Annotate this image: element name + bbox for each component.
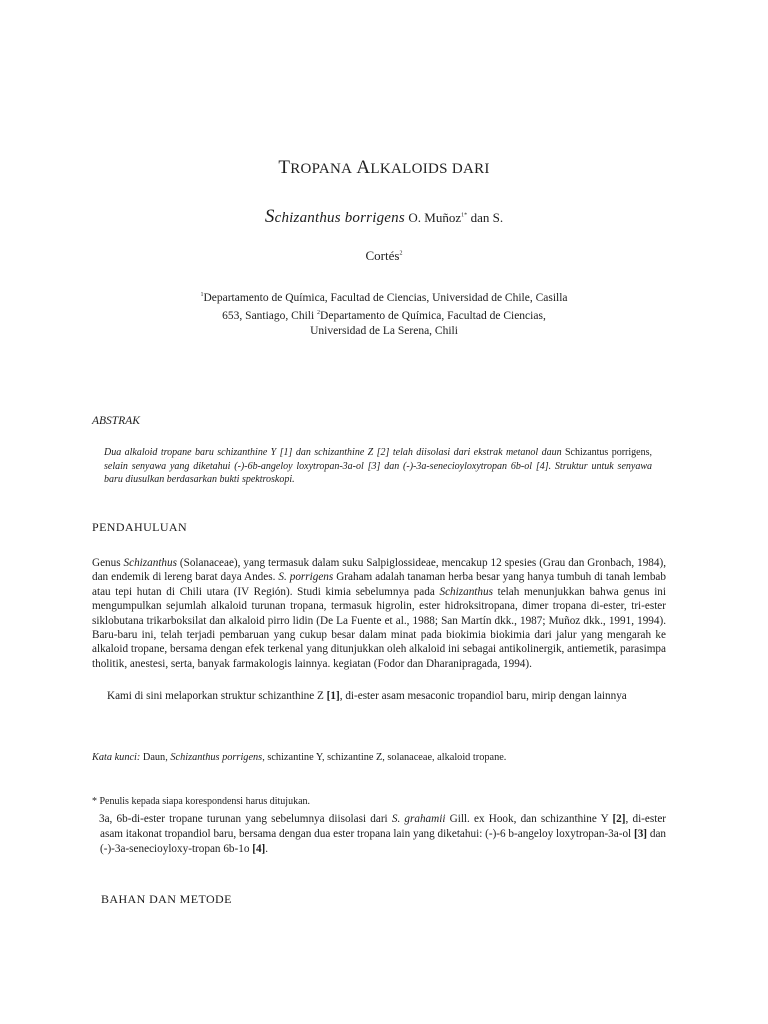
author-1-superscript: 1*: [461, 212, 468, 219]
section-heading-pendahuluan: PENDAHULUAN: [92, 520, 188, 534]
affiliation-block: [0, 288, 768, 339]
intro-run: S. porrigens: [278, 571, 334, 584]
intro-paragraph-2: Kami di sini melaporkan struktur schizanthine Z [1], di-ester asam mesaconic tropandiol baru, mirip dengan lainnya: [107, 690, 627, 702]
correspondence-footnote: * Penulis kepada siapa korespondensi harus ditujukan.: [92, 796, 311, 807]
section-heading-bahan-dan-metode: BAHAN DAN METODE: [101, 892, 232, 906]
intro-run: Graham adalah tanaman herba besar yang hanya tumbuh di tanah lembab atau tepi hutan di Chili utara (IV Región). Studi kimia sebelumnya pada: [92, 571, 666, 598]
author-2: Cortés$^2$: [365, 248, 403, 263]
author-line: [0, 206, 768, 228]
intro-run: Schizanthus: [439, 585, 493, 598]
keywords: Kata kunci: Daun, Schizanthus porrigens, schizantine Y, schizantine Z, solanaceae, alkaloid tropane.: [92, 752, 507, 763]
intro-run: (Solanaceae), yang termasuk dalam suku Salpiglossideae, mencakup 12 spesies (Grau dan Gronbach, 1984), dan endemik di lereng barat daya Andes.: [92, 557, 666, 584]
affiliation-line-2: 653, Santiago, Chili $^2$Departamento de Química, Facultad de Ciencias,: [222, 309, 546, 322]
intro-run: Schizanthus: [123, 557, 177, 569]
intro-paragraph-1: [92, 556, 666, 671]
intro-run: Genus: [92, 557, 124, 569]
continued-text: 3a, 6b-di-ester tropane turunan yang sebelumnya diisolasi dari S. grahamii Gill. ex Hook, dan schizanthine Y [2], di-ester asam itakonat tropandiol baru, bersama dengan dua ester tropana lain yang diketahui: (-)-6 b-angeloy loxytropan-3a-ol [3] dan (-)-3a-senecioyloxy-tropan 6b-1o [4].: [99, 813, 667, 855]
intro-run: telah menunjukkan bahwa genus ini mengumpulkan sejumlah alkaloid turunan tropana, termasuk higrolin, ester hidroksitropana, dimer tropana di-ester, tri-ester siklobutana trikarboksilat dan alkaloid pirro lidin (De La Fuente et al., 1988; San Martín dkk., 1987; Muñoz dkk., 1991, 1994). Baru-baru ini, telah terjadi pembaruan yang cukup besar dalam minat pada biokimia biokimia dari jalur yang mengarah ke alkaloid tropane, bersama dengan efek terkenal yang ditunjukkan oleh alkaloid ini sebagai antikolinergik, antiemetik, parasimpa tholitik, anestesi, serta, banyak farmakologis lainnya. kegiatan (Fodor dan Dharanipragada, 1994).: [92, 585, 666, 670]
abstract-text: Dua alkaloid tropane baru schizanthine Y [1] dan schizanthine Z [2] telah diisolasi dari ekstrak metanol daun Schizantus porrigens, selain senyawa yang diketahui (-)-6b-angeloy loxytropan-3a-ol [3] dan (-)-3a-senecioyloxytropan 6b-ol [4]. Struktur untuk senyawa baru diusulkan berdasarkan bukti spektroskopi.: [104, 447, 652, 485]
abstract-heading: ABSTRAK: [92, 415, 140, 427]
affiliation-line-3: Universidad de La Serena, Chili: [310, 324, 458, 337]
keywords-label: Kata kunci:: [92, 752, 141, 763]
paper-title: TROPANA ALKALOIDS DARI: [278, 157, 490, 178]
species-name: Schizanthus borrigens: [264, 206, 405, 227]
author-1: O. Muñoz: [408, 210, 462, 225]
affiliation-line-1: $^1$Departamento de Química, Facultad de Ciencias, Universidad de Chile, Casilla: [200, 291, 568, 304]
author-connector: dan S.: [470, 210, 504, 225]
